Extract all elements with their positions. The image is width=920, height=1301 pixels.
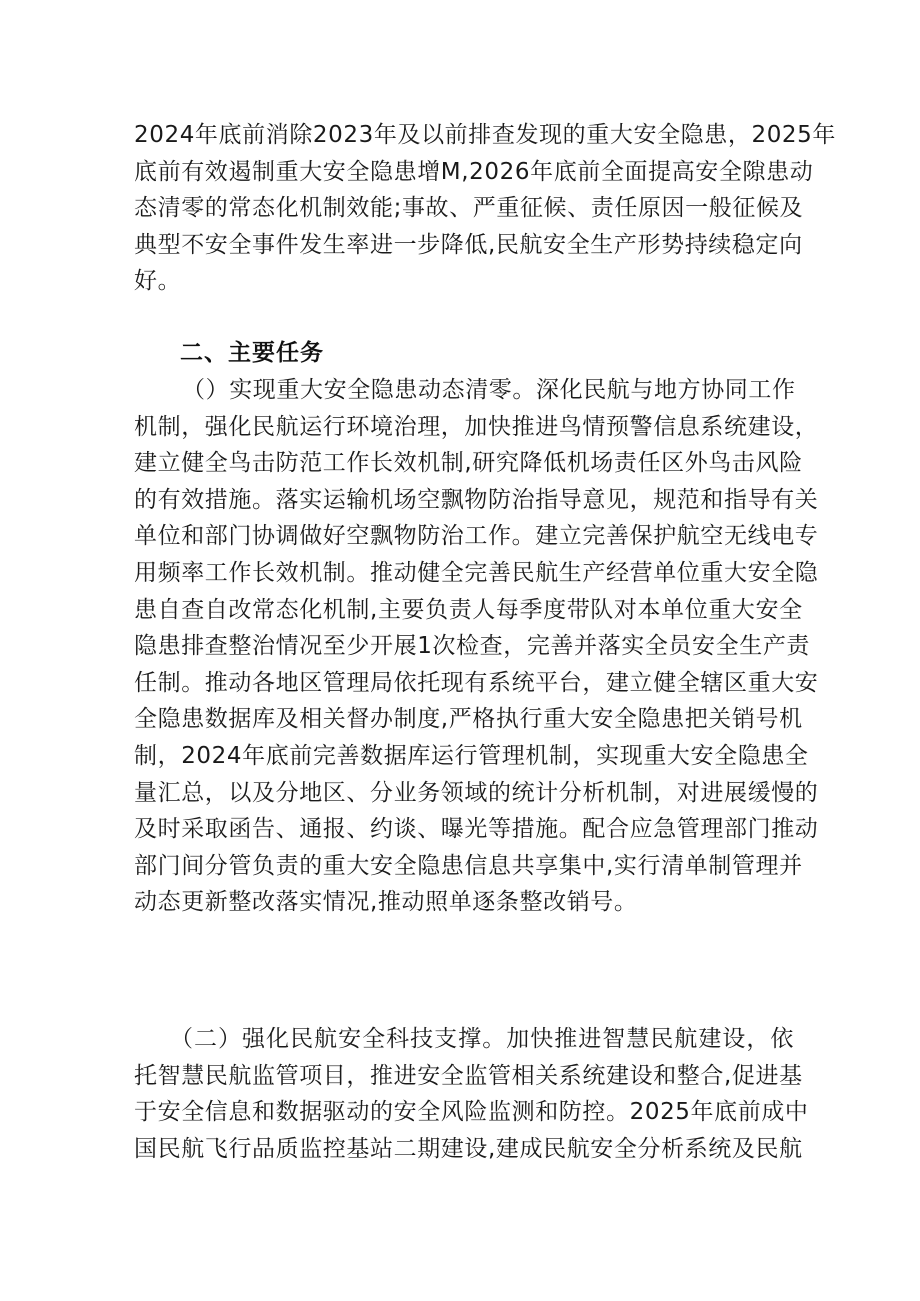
- intro-paragraph: [134, 117, 836, 300]
- text-line: 任制。推动各地区管理局依托现有系统平台，建立健全辖区重大安: [134, 669, 819, 696]
- text-line: 托智慧民航监管项目，推进安全监管相关系统建设和整合,促进基: [134, 1062, 803, 1089]
- text-line: 机制，强化民航运行环境治理，加快推进鸟情预警信息系统建设，: [134, 413, 819, 440]
- text-line: 全隐患数据库及相关督办制度,严格执行重大安全隐患把关销号机: [134, 706, 803, 733]
- text-line: 于安全信息和数据驱动的安全风险监测和防控。2025年底前成中: [134, 1099, 809, 1126]
- text-line: 制，2024年底前完善数据库运行管理机制，实现重大安全隐患全: [134, 742, 809, 769]
- text-line: 国民航飞行品质监控基站二期建设,建成民航安全分析系统及民航: [134, 1135, 803, 1162]
- text-line: 用频率工作长效机制。推动健全完善民航生产经营单位重大安全隐: [134, 559, 819, 586]
- task-paragraph-2-text: [134, 1021, 809, 1167]
- text-line: 好。: [134, 268, 182, 295]
- task-paragraph-1: [134, 372, 819, 921]
- intro-paragraph-text: [134, 117, 836, 300]
- section-heading: 二、主要任务: [180, 340, 324, 366]
- text-line: 单位和部门协调做好空飘物防治工作。建立完善保护航空无线电专: [134, 523, 819, 550]
- text-line: 隐患排查整治情况至少开展1次检查，完善并落实全员安全生产责: [134, 633, 811, 660]
- text-line: 底前有效遏制重大安全隐患增M,2026年底前全面提高安全隙患动: [134, 158, 814, 185]
- text-line: 的有效措施。落实运输机场空飘物防治指导意见，规范和指导有关: [134, 486, 819, 513]
- text-line: 及时采取函告、通报、约谈、曝光等措施。配合应急管理部门推动: [134, 816, 819, 843]
- text-line: 患自查自改常态化机制,主要负责人每季度带队对本单位重大安全: [134, 596, 803, 623]
- text-line: 部门间分管负责的重大安全隐患信息共享集中,实行清单制管理并: [134, 852, 803, 879]
- text-line: 量汇总，以及分地区、分业务领域的统计分析机制，对进展缓慢的: [134, 779, 819, 806]
- text-line: （二）强化民航安全科技支撑。加快推进智慧民航建设，依: [170, 1026, 794, 1052]
- text-line: 动态更新整改落实情况,推动照单逐条整改销号。: [134, 889, 638, 916]
- text-line: 2024年底前消除2023年及以前排查发现的重大安全隐患，2025年: [134, 122, 836, 148]
- task-paragraph-1-text: [134, 372, 819, 921]
- text-line: 典型不安全事件发生率进一步降低,民航安全生产形势持续稳定向: [134, 231, 803, 258]
- text-line: 态清零的常态化机制效能;事故、严重征候、责任原因一般征候及: [134, 195, 804, 222]
- text-line: （）实现重大安全隐患动态清零。深化民航与地方协同工作: [182, 377, 796, 403]
- text-line: 建立健全鸟击防范工作长效机制,研究降低机场责任区外鸟击风险: [134, 450, 803, 477]
- task-paragraph-2: [134, 1021, 809, 1167]
